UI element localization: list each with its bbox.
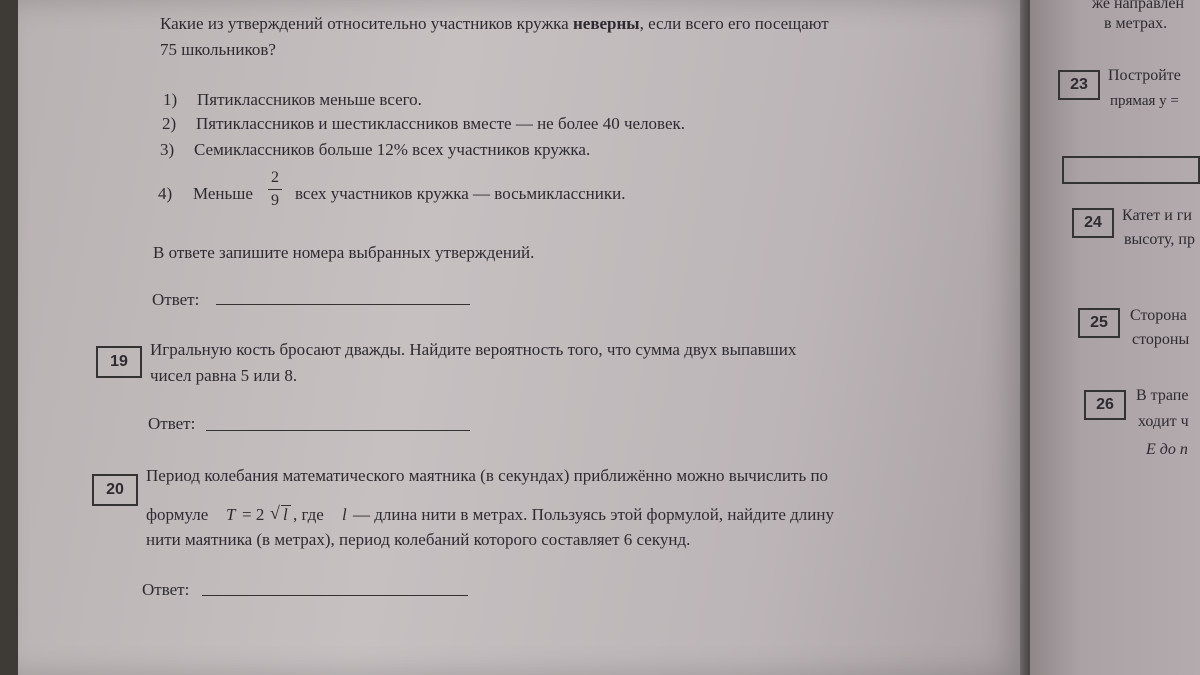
statement-4-text-after: всех участников кружка — восьмиклассники. — [295, 184, 626, 203]
right-top-line2: в метрах. — [1104, 15, 1168, 32]
task-19-line2: чисел равна 5 или 8. — [150, 366, 298, 385]
task-25-number: 25 — [1078, 308, 1120, 338]
intro-question-line1: Какие из утверждений относительно участников кружка неверны, если всего его посещают — [160, 14, 829, 33]
formula-T: T — [226, 505, 236, 524]
task-25-line1: Сторона — [1130, 307, 1187, 324]
statement-3-text: Семиклассников больше 12% всех участников кружка. — [194, 140, 591, 159]
sqrt-symbol: √ — [270, 503, 280, 523]
fraction-two-ninths — [268, 170, 282, 209]
task-26-number: 26 — [1084, 390, 1126, 420]
task-19-line1: Игральную кость бросают дважды. Найдите вероятность того, что сумма двух выпавших — [150, 340, 797, 359]
statement-3-num: 3) — [160, 140, 175, 159]
statement-1-text: Пятиклассников меньше всего. — [197, 90, 422, 109]
task-20-line2-rest: — длина нити в метрах. Пользуясь этой формулой, найдите длину — [353, 505, 834, 524]
task-23-number: 23 — [1058, 70, 1100, 100]
instruction-text: В ответе запишите номера выбранных утверждений. — [153, 243, 535, 262]
task-24-line1: Катет и ги — [1122, 207, 1192, 224]
answer-label-19: Ответ: — [148, 414, 196, 433]
task-26-line1: В трапе — [1136, 387, 1189, 404]
task-24-line2: высоту, пр — [1124, 231, 1195, 248]
task-20-line2-start: формуле — [146, 505, 209, 524]
formula-equals-two: = 2 — [242, 505, 265, 524]
answer-label-18: Ответ: — [152, 290, 200, 309]
task-20-comma-where: , где — [293, 505, 324, 524]
intro-bold: неверны — [572, 14, 640, 33]
task-25-line2: стороны — [1132, 331, 1190, 348]
formula-l: l — [283, 505, 288, 524]
fraction-numerator: 2 — [271, 169, 279, 186]
task-26-line3: E до п — [1146, 441, 1188, 458]
task-26-line2: ходит ч — [1138, 413, 1189, 430]
answer-label-20: Ответ: — [142, 580, 190, 599]
statement-2-num: 2) — [162, 114, 177, 133]
task-23-line1: Постройте — [1108, 67, 1181, 84]
intro-question-line2: 75 школьников? — [160, 40, 276, 59]
task-24-number: 24 — [1072, 208, 1114, 238]
statement-4-num: 4) — [158, 184, 173, 203]
answer-box-23[interactable] — [1062, 156, 1200, 184]
answer-line-19[interactable] — [206, 430, 470, 431]
task-20-line1: Период колебания математического маятника (в секундах) приближённо можно вычислить по — [146, 466, 829, 485]
answer-line-20[interactable] — [202, 595, 468, 596]
task-20-l-var: l — [342, 505, 347, 524]
statement-4-text-before: Меньше — [193, 184, 253, 203]
task-20-line3: нити маятника (в метрах), период колебаний которого составляет 6 секунд. — [146, 530, 691, 549]
statement-1-num: 1) — [163, 90, 178, 109]
answer-line-18[interactable] — [216, 304, 470, 305]
task-23-line2: прямая y = — [1110, 93, 1179, 109]
fraction-denominator: 9 — [271, 192, 279, 209]
statement-2-text: Пятиклассников и шестиклассников вместе — не более 40 человек. — [196, 114, 686, 133]
task-20-number: 20 — [92, 474, 138, 506]
task-19-number: 19 — [96, 346, 142, 378]
right-top-line1: же направлен — [1092, 0, 1185, 12]
